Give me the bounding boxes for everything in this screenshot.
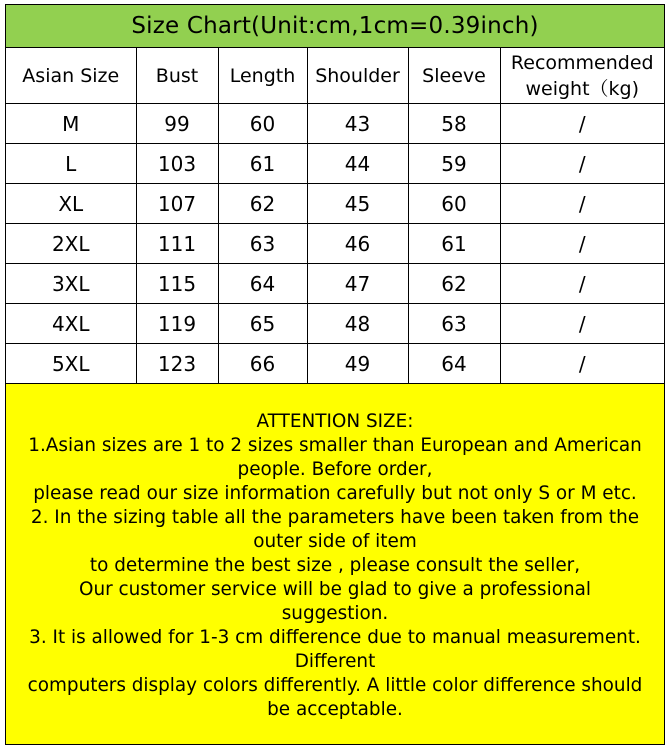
chart-title: Size Chart(Unit:cm,1cm=0.39inch)	[6, 5, 664, 48]
cell-size: M	[6, 104, 136, 144]
cell-size: 5XL	[6, 344, 136, 384]
header-shoulder: Shoulder	[307, 48, 408, 104]
notice-heading: ATTENTION SIZE:	[256, 411, 414, 432]
notice-line: 1.Asian sizes are 1 to 2 sizes smaller than European and American	[28, 435, 642, 456]
table-row	[6, 304, 664, 344]
cell-length: 65	[218, 304, 307, 344]
notice-line: computers display colors differently. A little color difference should	[27, 675, 643, 696]
notice-line: please read our size information carefully but not only S or M etc.	[33, 483, 637, 504]
cell-shoulder: 46	[307, 224, 408, 264]
table-header-row	[6, 48, 664, 104]
cell-weight: /	[500, 264, 664, 304]
cell-bust: 107	[136, 184, 218, 224]
cell-bust: 123	[136, 344, 218, 384]
cell-weight: /	[500, 344, 664, 384]
cell-size: 2XL	[6, 224, 136, 264]
cell-bust: 115	[136, 264, 218, 304]
cell-size: 3XL	[6, 264, 136, 304]
cell-sleeve: 62	[408, 264, 500, 304]
notice-line: outer side of item	[253, 531, 417, 552]
cell-size: XL	[6, 184, 136, 224]
cell-bust: 103	[136, 144, 218, 184]
cell-shoulder: 48	[307, 304, 408, 344]
cell-bust: 99	[136, 104, 218, 144]
cell-bust: 119	[136, 304, 218, 344]
cell-weight: /	[500, 184, 664, 224]
header-recommended-weight	[500, 48, 664, 104]
cell-sleeve: 63	[408, 304, 500, 344]
cell-weight: /	[500, 304, 664, 344]
notice-line: 2. In the sizing table all the parameters have been taken from the	[30, 507, 640, 528]
cell-weight: /	[500, 224, 664, 264]
cell-size: L	[6, 144, 136, 184]
notice-line: suggestion.	[281, 603, 389, 624]
header-weight-line2: weight（kg)	[525, 77, 640, 100]
cell-shoulder: 45	[307, 184, 408, 224]
table-row	[6, 184, 664, 224]
cell-length: 64	[218, 264, 307, 304]
cell-length: 63	[218, 224, 307, 264]
header-sleeve: Sleeve	[408, 48, 500, 104]
cell-length: 60	[218, 104, 307, 144]
size-chart	[5, 4, 665, 745]
table-row	[6, 104, 664, 144]
notice-line: 3. It is allowed for 1-3 cm difference due to manual measurement.	[29, 627, 641, 648]
header-weight-line1: Recommended	[510, 51, 654, 74]
header-length: Length	[218, 48, 307, 104]
cell-shoulder: 47	[307, 264, 408, 304]
notice-line: people. Before order,	[237, 459, 433, 480]
cell-shoulder: 43	[307, 104, 408, 144]
cell-weight: /	[500, 144, 664, 184]
notice-line: be acceptable.	[267, 699, 403, 720]
cell-bust: 111	[136, 224, 218, 264]
cell-sleeve: 64	[408, 344, 500, 384]
header-bust: Bust	[136, 48, 218, 104]
cell-length: 61	[218, 144, 307, 184]
notice-line: to determine the best size , please consult the seller,	[89, 555, 581, 576]
table-row	[6, 264, 664, 304]
table-row	[6, 344, 664, 384]
header-asian-size: Asian Size	[6, 48, 136, 104]
cell-weight: /	[500, 104, 664, 144]
cell-sleeve: 60	[408, 184, 500, 224]
size-table	[6, 48, 664, 384]
cell-size: 4XL	[6, 304, 136, 344]
cell-sleeve: 61	[408, 224, 500, 264]
cell-length: 66	[218, 344, 307, 384]
cell-length: 62	[218, 184, 307, 224]
cell-sleeve: 58	[408, 104, 500, 144]
notice-line: Different	[294, 651, 376, 672]
attention-notice	[6, 383, 664, 744]
cell-sleeve: 59	[408, 144, 500, 184]
cell-shoulder: 49	[307, 344, 408, 384]
table-row	[6, 224, 664, 264]
cell-shoulder: 44	[307, 144, 408, 184]
notice-line: Our customer service will be glad to give a professional	[78, 579, 591, 600]
table-row	[6, 144, 664, 184]
